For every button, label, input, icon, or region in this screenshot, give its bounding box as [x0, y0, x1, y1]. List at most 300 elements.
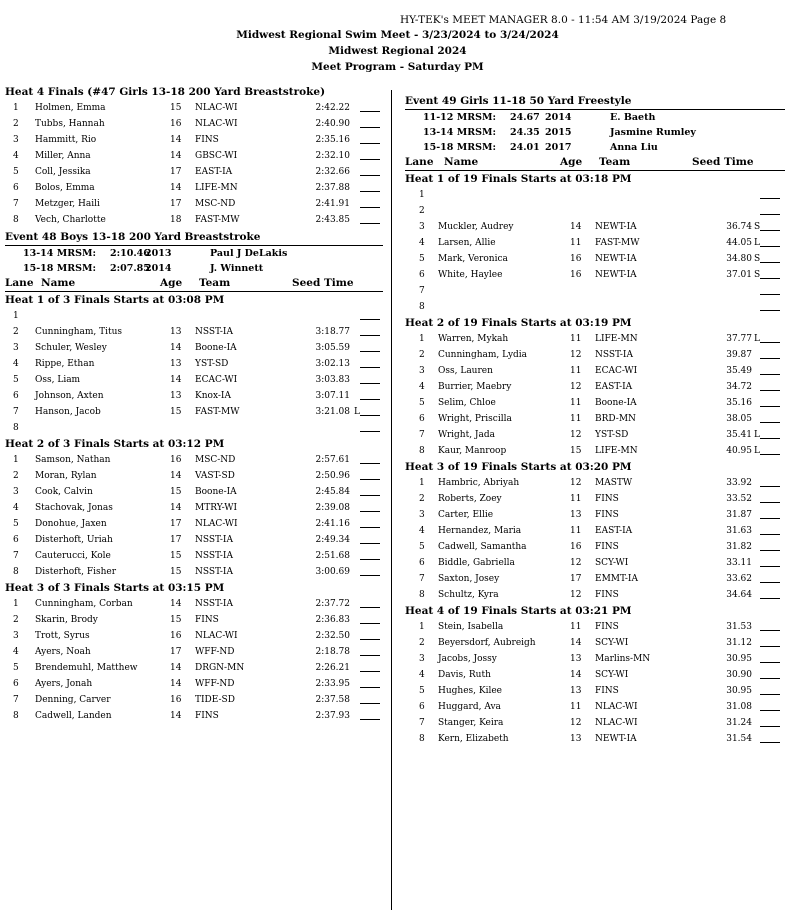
table-row — [405, 539, 785, 555]
swimmer-name: Warren, Mykah — [438, 334, 509, 344]
seed-flag: L — [754, 446, 760, 456]
lane-number: 4 — [419, 382, 425, 392]
seed-time: 2:37.88 — [315, 183, 350, 193]
seed-time: 3:00.69 — [315, 567, 350, 577]
team-code: WFF-ND — [195, 679, 235, 689]
seed-time: 31.87 — [726, 510, 752, 520]
result-blank — [760, 342, 780, 343]
table-row — [5, 340, 383, 356]
record-time: 2:07.85 — [110, 263, 150, 274]
swimmer-age: 14 — [170, 711, 182, 721]
record-holder: Anna Liu — [610, 142, 658, 153]
table-row — [405, 395, 785, 411]
seed-flag: L — [354, 407, 360, 417]
table-row — [5, 596, 383, 612]
swimmer-name: Hernandez, Maria — [438, 526, 522, 536]
swimmer-name: Wright, Jada — [438, 430, 496, 440]
team-code: NLAC-WI — [195, 119, 238, 129]
swimmer-name: Ayers, Noah — [35, 647, 91, 657]
team-code: NEWT-IA — [595, 270, 637, 280]
lane-number: 2 — [419, 494, 425, 504]
table-row — [5, 452, 383, 468]
team-code: YST-SD — [195, 359, 229, 369]
swimmer-age: 14 — [170, 599, 182, 609]
swimmer-name: White, Haylee — [438, 270, 503, 280]
table-row — [5, 308, 383, 324]
seed-time: 2:42.22 — [315, 103, 350, 113]
swimmer-name: Cauterucci, Kole — [35, 551, 111, 561]
seed-flag: S — [754, 254, 761, 264]
swimmer-name: Denning, Carver — [35, 695, 111, 705]
team-code: NSST-IA — [195, 567, 233, 577]
swimmer-age: 16 — [570, 254, 582, 264]
swimmer-age: 11 — [570, 702, 582, 712]
team-code: MSC-ND — [195, 455, 236, 465]
result-blank — [760, 710, 780, 711]
result-blank — [360, 511, 380, 512]
seed-time: 2:37.93 — [315, 711, 350, 721]
result-blank — [360, 383, 380, 384]
seed-time: 2:40.90 — [315, 119, 350, 129]
record-year: 2014 — [545, 112, 572, 123]
team-code: DRGN-MN — [195, 663, 245, 673]
seed-time: 35.41 — [726, 430, 752, 440]
result-blank — [360, 527, 380, 528]
swimmer-age: 16 — [170, 695, 182, 705]
swimmer-name: Carter, Ellie — [438, 510, 494, 520]
record-row — [405, 110, 785, 125]
seed-time: 36.74 — [726, 222, 752, 232]
swimmer-name: Oss, Liam — [35, 375, 81, 385]
col-seed: Seed Time — [292, 277, 354, 289]
result-blank — [760, 662, 780, 663]
record-label: 15-18 MRSM: — [423, 142, 496, 153]
lane-number: 1 — [13, 311, 19, 321]
team-code: NLAC-WI — [195, 519, 238, 529]
record-label: 13-14 MRSM: — [23, 248, 96, 259]
team-code: NSST-IA — [195, 535, 233, 545]
seed-time: 31.54 — [726, 734, 752, 744]
result-blank — [760, 198, 780, 199]
swimmer-age: 11 — [570, 526, 582, 536]
swimmer-name: Jacobs, Jossy — [438, 654, 497, 664]
record-time: 2:10.46 — [110, 248, 150, 259]
team-code: MTRY-WI — [195, 503, 238, 513]
team-code: FINS — [595, 542, 619, 552]
left-column — [5, 84, 383, 724]
software-stamp: HY-TEK's MEET MANAGER 8.0 - 11:54 AM 3/19/2024 Page 8 — [400, 14, 727, 26]
swimmer-age: 13 — [170, 391, 182, 401]
table-row — [405, 635, 785, 651]
table-row — [5, 468, 383, 484]
lane-number: 6 — [419, 558, 425, 568]
swimmer-name: Tubbs, Hannah — [35, 119, 105, 129]
table-row — [405, 731, 785, 747]
event-title: Event 49 Girls 11-18 50 Yard Freestyle — [405, 94, 785, 110]
table-row — [405, 571, 785, 587]
table-row — [5, 612, 383, 628]
result-blank — [760, 566, 780, 567]
lane-number: 6 — [13, 679, 19, 689]
swimmer-age: 11 — [570, 414, 582, 424]
lane-number: 2 — [419, 350, 425, 360]
swimmer-name: Cunningham, Titus — [35, 327, 123, 337]
swimmer-name: Donohue, Jaxen — [35, 519, 107, 529]
team-code: WFF-ND — [195, 647, 235, 657]
swimmer-name: Selim, Chloe — [438, 398, 496, 408]
lane-number: 8 — [13, 423, 19, 433]
seed-time: 2:18.78 — [315, 647, 350, 657]
seed-time: 2:41.91 — [315, 199, 350, 209]
team-code: LIFE-MN — [595, 334, 638, 344]
seed-flag: L — [754, 238, 760, 248]
result-blank — [760, 518, 780, 519]
team-code: Boone-IA — [595, 398, 637, 408]
table-row — [405, 251, 785, 267]
seed-time: 2:36.83 — [315, 615, 350, 625]
team-code: NSST-IA — [595, 350, 633, 360]
team-code: EAST-IA — [595, 382, 633, 392]
lane-number: 4 — [419, 670, 425, 680]
lane-number: 7 — [13, 551, 19, 561]
result-blank — [360, 159, 380, 160]
lane-number: 8 — [419, 302, 425, 312]
result-blank — [360, 543, 380, 544]
program-title: Meet Program - Saturday PM — [311, 61, 484, 73]
team-code: NEWT-IA — [595, 734, 637, 744]
swimmer-name: Cadwell, Samantha — [438, 542, 527, 552]
lane-number: 5 — [13, 167, 19, 177]
record-time: 24.01 — [510, 142, 540, 153]
seed-time: 30.95 — [726, 654, 752, 664]
record-label: 11-12 MRSM: — [423, 112, 496, 123]
table-row — [405, 491, 785, 507]
team-code: NSST-IA — [195, 599, 233, 609]
column-headers — [405, 155, 785, 171]
result-blank — [760, 726, 780, 727]
seed-time: 3:03.83 — [315, 375, 350, 385]
seed-time: 2:50.96 — [315, 471, 350, 481]
table-row — [5, 196, 383, 212]
swimmer-name: Cook, Calvin — [35, 487, 93, 497]
col-age: Age — [160, 277, 183, 289]
table-row — [405, 667, 785, 683]
lane-number: 6 — [419, 414, 425, 424]
team-code: FINS — [195, 135, 219, 145]
swimmer-age: 14 — [170, 503, 182, 513]
swimmer-age: 12 — [570, 590, 582, 600]
column-headers — [5, 276, 383, 292]
column-divider — [391, 90, 392, 910]
swimmer-age: 16 — [170, 119, 182, 129]
swimmer-name: Hammitt, Rio — [35, 135, 97, 145]
seed-time: 30.90 — [726, 670, 752, 680]
swimmer-age: 12 — [570, 430, 582, 440]
lane-number: 2 — [13, 327, 19, 337]
heat-title: Heat 2 of 3 Finals Starts at 03:12 PM — [5, 438, 225, 450]
table-row — [405, 267, 785, 283]
lane-number: 5 — [419, 686, 425, 696]
seed-time: 33.11 — [726, 558, 752, 568]
swimmer-age: 17 — [570, 574, 582, 584]
record-holder: Paul J DeLakis — [210, 248, 288, 259]
seed-time: 3:21.08 — [315, 407, 350, 417]
seed-time: 2:57.61 — [315, 455, 350, 465]
lane-number: 1 — [419, 190, 425, 200]
table-row — [405, 443, 785, 459]
team-code: FAST-MW — [195, 407, 240, 417]
swimmer-name: Brendemuhl, Matthew — [35, 663, 138, 673]
lane-number: 8 — [13, 567, 19, 577]
lane-number: 4 — [419, 238, 425, 248]
team-code: FAST-MW — [595, 238, 640, 248]
record-year: 2017 — [545, 142, 572, 153]
team-code: ECAC-WI — [595, 366, 638, 376]
team-code: FINS — [195, 615, 219, 625]
col-seed: Seed Time — [692, 156, 754, 168]
lane-number: 3 — [13, 135, 19, 145]
swimmer-age: 14 — [170, 343, 182, 353]
swimmer-age: 11 — [570, 238, 582, 248]
result-blank — [360, 671, 380, 672]
seed-time: 2:33.95 — [315, 679, 350, 689]
lane-number: 3 — [13, 487, 19, 497]
swimmer-age: 14 — [170, 663, 182, 673]
table-row — [5, 516, 383, 532]
seed-time: 31.12 — [726, 638, 752, 648]
team-code: SCY-WI — [595, 638, 629, 648]
team-code: YST-SD — [595, 430, 629, 440]
swimmer-name: Hughes, Kilee — [438, 686, 503, 696]
seed-time: 2:37.72 — [315, 599, 350, 609]
result-blank — [760, 422, 780, 423]
table-row — [5, 372, 383, 388]
seed-flag: S — [754, 270, 761, 280]
table-row — [5, 164, 383, 180]
result-blank — [360, 639, 380, 640]
table-row — [5, 708, 383, 724]
swimmer-age: 15 — [170, 407, 182, 417]
seed-flag: L — [754, 334, 760, 344]
meet-title: Midwest Regional Swim Meet - 3/23/2024 to 3/24/2024 — [236, 29, 559, 41]
lane-number: 1 — [13, 599, 19, 609]
swimmer-name: Johnson, Axten — [35, 391, 104, 401]
result-blank — [760, 310, 780, 311]
result-blank — [360, 207, 380, 208]
lane-number: 1 — [13, 103, 19, 113]
result-blank — [360, 703, 380, 704]
swimmer-age: 15 — [170, 615, 182, 625]
swimmer-age: 16 — [570, 542, 582, 552]
seed-time: 2:32.10 — [315, 151, 350, 161]
table-row — [405, 683, 785, 699]
record-label: 13-14 MRSM: — [423, 127, 496, 138]
table-row — [5, 484, 383, 500]
team-code: SCY-WI — [595, 558, 629, 568]
team-code: NLAC-WI — [595, 702, 638, 712]
swimmer-age: 13 — [570, 654, 582, 664]
team-code: ECAC-WI — [195, 375, 238, 385]
swimmer-name: Rippe, Ethan — [35, 359, 95, 369]
swimmer-name: Stachovak, Jonas — [35, 503, 113, 513]
table-row — [405, 203, 785, 219]
team-code: FINS — [595, 494, 619, 504]
team-code: GBSC-WI — [195, 151, 238, 161]
swimmer-age: 15 — [570, 446, 582, 456]
swimmer-age: 15 — [170, 567, 182, 577]
lane-number: 4 — [13, 151, 19, 161]
table-row — [405, 235, 785, 251]
result-blank — [760, 646, 780, 647]
table-row — [405, 715, 785, 731]
swimmer-name: Coll, Jessika — [35, 167, 91, 177]
swimmer-name: Schuler, Wesley — [35, 343, 107, 353]
seed-time: 30.95 — [726, 686, 752, 696]
swimmer-name: Kern, Elizabeth — [438, 734, 509, 744]
table-row — [5, 564, 383, 580]
table-row — [5, 548, 383, 564]
team-code: NLAC-WI — [595, 718, 638, 728]
result-blank — [760, 374, 780, 375]
swimmer-age: 17 — [170, 199, 182, 209]
team-code: NEWT-IA — [595, 222, 637, 232]
swimmer-age: 14 — [170, 183, 182, 193]
swimmer-age: 13 — [570, 510, 582, 520]
result-blank — [760, 390, 780, 391]
lane-number: 2 — [419, 638, 425, 648]
seed-time: 34.64 — [726, 590, 752, 600]
swimmer-name: Metzger, Haili — [35, 199, 100, 209]
lane-number: 6 — [419, 270, 425, 280]
swimmer-name: Biddle, Gabriella — [438, 558, 515, 568]
swimmer-name: Holmen, Emma — [35, 103, 106, 113]
table-row — [5, 628, 383, 644]
lane-number: 7 — [13, 199, 19, 209]
table-row — [5, 388, 383, 404]
result-blank — [360, 351, 380, 352]
swimmer-name: Mark, Veronica — [438, 254, 508, 264]
swimmer-age: 14 — [570, 638, 582, 648]
table-row — [5, 180, 383, 196]
result-blank — [360, 479, 380, 480]
result-blank — [760, 454, 780, 455]
swimmer-name: Stein, Isabella — [438, 622, 504, 632]
swimmer-name: Burrier, Maebry — [438, 382, 512, 392]
result-blank — [360, 415, 380, 416]
seed-time: 33.92 — [726, 478, 752, 488]
result-blank — [760, 598, 780, 599]
result-blank — [360, 559, 380, 560]
table-row — [5, 212, 383, 228]
swimmer-age: 12 — [570, 718, 582, 728]
seed-time: 2:39.08 — [315, 503, 350, 513]
swimmer-name: Moran, Rylan — [35, 471, 97, 481]
team-code: Marlins-MN — [595, 654, 651, 664]
lane-number: 4 — [13, 503, 19, 513]
lane-number: 4 — [13, 359, 19, 369]
swimmer-name: Disterhoft, Uriah — [35, 535, 113, 545]
result-blank — [360, 607, 380, 608]
seed-time: 3:18.77 — [315, 327, 350, 337]
table-row — [5, 148, 383, 164]
result-blank — [760, 358, 780, 359]
event-title: Event 48 Boys 13-18 200 Yard Breaststroke — [5, 230, 383, 246]
result-blank — [760, 294, 780, 295]
lane-number: 5 — [13, 519, 19, 529]
result-blank — [760, 694, 780, 695]
team-code: FINS — [595, 622, 619, 632]
col-team: Team — [599, 156, 631, 168]
result-blank — [360, 175, 380, 176]
meet-name: Midwest Regional 2024 — [328, 45, 467, 57]
swimmer-name: Trott, Syrus — [35, 631, 90, 641]
swimmer-name: Wright, Priscilla — [438, 414, 512, 424]
result-blank — [760, 246, 780, 247]
col-name: Name — [41, 277, 76, 289]
lane-number: 2 — [419, 206, 425, 216]
team-code: Knox-IA — [195, 391, 231, 401]
result-blank — [760, 438, 780, 439]
table-row — [5, 356, 383, 372]
swimmer-name: Cadwell, Landen — [35, 711, 112, 721]
table-row — [405, 587, 785, 603]
result-blank — [360, 319, 380, 320]
seed-time: 2:43.85 — [315, 215, 350, 225]
record-year: 2015 — [545, 127, 572, 138]
lane-number: 7 — [419, 718, 425, 728]
swimmer-age: 16 — [570, 270, 582, 280]
swimmer-age: 11 — [570, 366, 582, 376]
seed-time: 31.08 — [726, 702, 752, 712]
swimmer-name: Hanson, Jacob — [35, 407, 101, 417]
table-row — [405, 523, 785, 539]
lane-number: 8 — [13, 711, 19, 721]
team-code: FAST-MW — [195, 215, 240, 225]
result-blank — [360, 719, 380, 720]
table-row — [5, 500, 383, 516]
lane-number: 6 — [13, 535, 19, 545]
swimmer-name: Schultz, Kyra — [438, 590, 499, 600]
seed-time: 33.52 — [726, 494, 752, 504]
swimmer-name: Roberts, Zoey — [438, 494, 502, 504]
seed-flag: L — [754, 430, 760, 440]
result-blank — [360, 431, 380, 432]
col-name: Name — [444, 156, 479, 168]
seed-time: 40.95 — [726, 446, 752, 456]
swimmer-age: 17 — [170, 535, 182, 545]
swimmer-name: Hambric, Abriyah — [438, 478, 520, 488]
team-code: LIFE-MN — [195, 183, 238, 193]
swimmer-age: 13 — [170, 327, 182, 337]
table-row — [405, 507, 785, 523]
table-row — [5, 100, 383, 116]
swimmer-name: Beyersdorf, Aubreigh — [438, 638, 536, 648]
heat-title: Heat 3 of 3 Finals Starts at 03:15 PM — [5, 582, 225, 594]
team-code: VAST-SD — [195, 471, 235, 481]
swimmer-age: 14 — [170, 151, 182, 161]
table-row — [5, 660, 383, 676]
seed-time: 2:41.16 — [315, 519, 350, 529]
swimmer-age: 14 — [570, 670, 582, 680]
table-row — [405, 555, 785, 571]
table-row — [405, 331, 785, 347]
seed-time: 44.05 — [726, 238, 752, 248]
seed-time: 31.82 — [726, 542, 752, 552]
result-blank — [760, 502, 780, 503]
swimmer-name: Samson, Nathan — [35, 455, 111, 465]
swimmer-age: 14 — [170, 135, 182, 145]
result-blank — [760, 534, 780, 535]
